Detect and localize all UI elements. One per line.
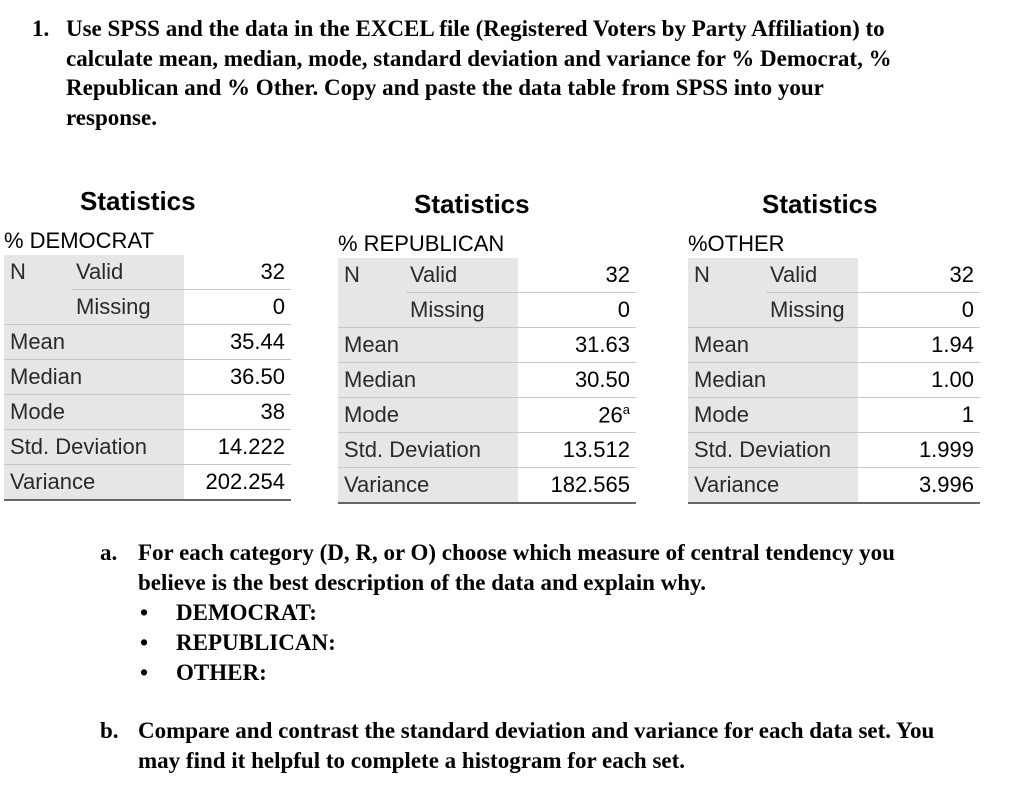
statistics-grid (688, 258, 980, 504)
missing-value: 0 (518, 293, 636, 328)
valid-value: 32 (518, 258, 636, 293)
median-value: 36.50 (184, 360, 291, 395)
bullet-other (138, 658, 940, 688)
bullet-label: REPUBLICAN: (176, 630, 336, 655)
part-b-text: Compare and contrast the standard deviation and variance for each data set. You may find it helpful to complete a histogram for each set. (138, 718, 935, 773)
valid-value: 32 (858, 258, 980, 293)
std-deviation-label: Std. Deviation (338, 433, 518, 468)
mean-value: 35.44 (184, 325, 291, 360)
variance-label: Variance (338, 468, 518, 504)
question-text: Use SPSS and the data in the EXCEL file (Registered Voters by Party Affiliation) to calculate mean, median, mode, standard deviation and variance for % Democrat, % Republican and % Other. Copy and paste the data table from SPSS into your response. (66, 16, 892, 130)
mode-footnote-marker: a (622, 401, 630, 417)
std-deviation-value: 13.512 (518, 433, 636, 468)
missing-label: Missing (766, 293, 858, 328)
mode-label: Mode (688, 398, 858, 433)
statistics-grid (338, 258, 636, 504)
statistics-table-other (686, 189, 986, 509)
mean-label: Mean (688, 328, 858, 363)
part-a-label: a. (100, 540, 118, 565)
bullet-democrat (138, 598, 940, 628)
std-deviation-value: 14.222 (184, 430, 291, 465)
mode-value (518, 398, 636, 433)
mode-number: 26 (598, 402, 623, 428)
median-value: 1.00 (858, 363, 980, 398)
table-title: Statistics (762, 189, 878, 219)
median-label: Median (4, 360, 184, 395)
statistics-table-democrat (2, 186, 302, 506)
variable-name: % DEMOCRAT (4, 228, 154, 253)
bullet-label: OTHER: (176, 660, 267, 685)
mean-label: Mean (338, 328, 518, 363)
bullet-dot: • (140, 600, 149, 625)
question-1 (32, 14, 912, 132)
variance-value: 182.565 (518, 468, 636, 504)
std-deviation-label: Std. Deviation (4, 430, 184, 465)
variable-name: %OTHER (688, 231, 785, 256)
n-label: N (4, 255, 72, 325)
std-deviation-label: Std. Deviation (688, 433, 858, 468)
answer-bullets (138, 598, 940, 688)
part-a (100, 538, 940, 688)
mode-label: Mode (338, 398, 518, 433)
missing-value: 0 (858, 293, 980, 328)
variable-name: % REPUBLICAN (338, 231, 505, 256)
mode-label: Mode (4, 395, 184, 430)
valid-label: Valid (766, 258, 858, 293)
mean-label: Mean (4, 325, 184, 360)
missing-label: Missing (72, 290, 184, 325)
part-b-label: b. (100, 718, 119, 743)
valid-value: 32 (184, 255, 291, 290)
table-title: Statistics (80, 186, 196, 216)
bullet-republican (138, 628, 940, 658)
valid-label: Valid (72, 255, 184, 290)
missing-value: 0 (184, 290, 291, 325)
std-deviation-value: 1.999 (858, 433, 980, 468)
bullet-label: DEMOCRAT: (176, 600, 317, 625)
valid-label: Valid (406, 258, 518, 293)
n-label: N (338, 258, 406, 328)
missing-label: Missing (406, 293, 518, 328)
variance-value: 202.254 (184, 465, 291, 501)
median-label: Median (338, 363, 518, 398)
variance-label: Variance (4, 465, 184, 501)
mean-value: 31.63 (518, 328, 636, 363)
statistics-table-republican (336, 189, 636, 509)
mode-value: 1 (858, 398, 980, 433)
bullet-dot: • (140, 630, 149, 655)
part-b (100, 716, 940, 776)
mean-value: 1.94 (858, 328, 980, 363)
statistics-grid (4, 255, 291, 501)
variance-label: Variance (688, 468, 858, 504)
bullet-dot: • (140, 660, 149, 685)
question-number: 1. (32, 16, 50, 41)
median-label: Median (688, 363, 858, 398)
n-label: N (688, 258, 766, 328)
variance-value: 3.996 (858, 468, 980, 504)
median-value: 30.50 (518, 363, 636, 398)
mode-value: 38 (184, 395, 291, 430)
part-a-text: For each category (D, R, or O) choose which measure of central tendency you believe is the best description of the data and explain why. (138, 540, 895, 595)
table-title: Statistics (414, 189, 530, 219)
